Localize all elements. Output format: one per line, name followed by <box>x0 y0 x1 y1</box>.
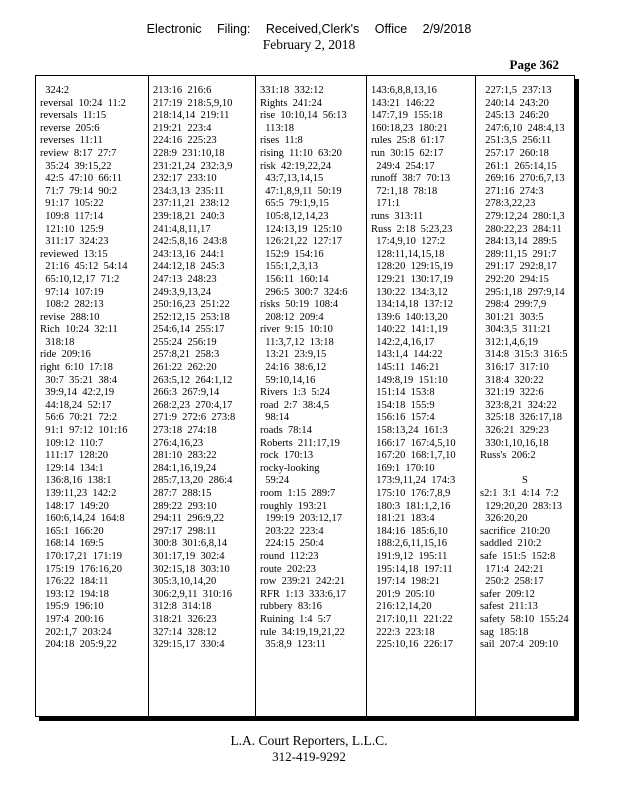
index-entry: 168:14 169:5 <box>40 538 104 550</box>
index-entry: 128:11,14,15,18 <box>371 248 445 260</box>
index-entry <box>480 463 574 476</box>
index-entry: 165:1 166:20 <box>40 525 104 537</box>
index-entry: 271:9 272:6 273:8 <box>153 412 236 424</box>
index-entry: 129:20,20 283:13 <box>480 500 562 512</box>
index-entry: 71:7 79:14 90:2 <box>40 185 118 197</box>
index-entry: 314:8 315:3 316:5 <box>480 349 568 361</box>
index-entry: 208:12 209:4 <box>260 311 324 323</box>
index-entry: 247:6,10 248:4,13 <box>480 122 565 134</box>
index-entry: 145:11 146:21 <box>371 362 440 374</box>
index-entry: 35:8,9 123:11 <box>260 639 326 651</box>
index-entry: route 202:23 <box>260 563 316 575</box>
index-entry: run 30:15 62:17 <box>371 147 444 159</box>
index-entry: 243:13,16 244:1 <box>153 248 225 260</box>
index-entry: revise 288:10 <box>40 311 100 323</box>
index-entry: 109:12 110:7 <box>40 437 104 449</box>
index-entry: 143:6,8,8,13,16 <box>371 85 437 96</box>
index-entry: 266:3 267:9,14 <box>153 387 220 399</box>
index-entry: 124:13,19 125:10 <box>260 223 342 235</box>
index-entry: 166:17 167:4,5,10 <box>371 437 456 449</box>
index-entry: 126:21,22 127:17 <box>260 236 342 248</box>
index-entry: 156:16 157:4 <box>371 412 435 424</box>
index-entry: 147:7,19 155:18 <box>371 110 443 122</box>
index-entry: 171:1 <box>371 198 401 210</box>
index-entry: 156:11 160:14 <box>260 273 329 285</box>
index-entry: 59:24 <box>260 475 290 487</box>
index-entry: 261:1 265:14,15 <box>480 160 557 172</box>
index-entry: rocky-looking <box>260 462 320 474</box>
index-entry: reviewed 13:15 <box>40 248 108 260</box>
index-entry: 30:7 35:21 38:4 <box>40 374 118 386</box>
page-number: Page 362 <box>509 57 559 72</box>
index-entry: 139:11,23 142:2 <box>40 488 117 499</box>
index-entry: 181:21 183:4 <box>371 513 435 525</box>
index-entry: 306:2,9,11 310:16 <box>153 588 232 600</box>
index-entry: 330:1,10,16,18 <box>480 437 549 449</box>
index-entry: 305:3,10,14,20 <box>153 576 217 588</box>
index-entry: 296:5 300:7 324:6 <box>260 286 348 298</box>
index-entry: 316:17 317:10 <box>480 362 549 374</box>
index-entry: 331:18 332:12 <box>260 85 324 96</box>
index-entry: 251:3,5 256:11 <box>480 135 552 147</box>
index-entry: 72:1,18 78:18 <box>371 185 438 197</box>
file-date: February 2, 2018 <box>262 37 356 52</box>
index-entry: 142:2,4,16,17 <box>371 336 435 348</box>
index-entry: 160:6,14,24 164:8 <box>40 513 125 525</box>
index-entry: 43:7,13,14,15 <box>260 173 324 185</box>
index-entry: 325:18 326:17,18 <box>480 412 562 424</box>
index-entry: 217:19 218:5,9,10 <box>153 97 233 109</box>
index-entry: 59:10,14,16 <box>260 374 316 386</box>
index-entry: 231:21,24 232:3,9 <box>153 160 233 172</box>
index-entry: 204:18 205:9,22 <box>40 639 117 651</box>
index-entry: 304:3,5 311:21 <box>480 324 552 336</box>
index-entry: 56:6 70:21 72:2 <box>40 412 118 424</box>
index-entry: Roberts 211:17,19 <box>260 437 340 449</box>
index-entry: RFR 1:13 333:6,17 <box>260 588 347 600</box>
index-entry: 278:3,22,23 <box>480 198 536 210</box>
index-entry: safety 58:10 155:24 <box>480 613 569 625</box>
index-entry: 170:17,21 171:19 <box>40 550 122 562</box>
index-column <box>367 76 476 716</box>
index-entry: 129:14 134:1 <box>40 462 104 474</box>
index-entry: Rights 241:24 <box>260 97 322 109</box>
index-entry: rise 10:10,14 56:13 <box>260 110 347 122</box>
index-entry: right 6:10 17:18 <box>40 362 113 374</box>
index-entry: 234:3,13 235:11 <box>153 185 225 197</box>
index-entry: 295:1,18 297:9,14 <box>480 286 565 298</box>
index-entry: 65:5 79:1,9,15 <box>260 198 329 210</box>
index-entry: 222:3 223:18 <box>371 626 435 638</box>
index-entry: Ruining 1:4 5:7 <box>260 613 332 625</box>
index-entry: 237:11,21 238:12 <box>153 198 230 210</box>
index-entry: 154:18 155:9 <box>371 399 435 411</box>
index-entry: 130:22 134:3,12 <box>371 286 448 298</box>
index-entry: 257:8,21 258:3 <box>153 349 220 361</box>
index-entry: 148:17 149:20 <box>40 500 109 512</box>
index-entry: 197:14 198:21 <box>371 576 440 588</box>
index-entry: 191:9,12 195:11 <box>371 550 448 562</box>
index-entry: 113:18 <box>260 122 295 134</box>
index-entry: 284:1,16,19,24 <box>153 462 217 474</box>
index-entry: 203:22 223:4 <box>260 525 324 537</box>
index-entry: 171:4 242:21 <box>480 563 544 575</box>
index-entry: 173:9,11,24 174:3 <box>371 475 456 487</box>
index-entry: safe 151:5 152:8 <box>480 550 556 562</box>
index-entry: 136:8,16 138:1 <box>40 475 112 487</box>
index-entry: 297:17 298:11 <box>153 525 217 537</box>
index-entry: 188:2,6,11,15,16 <box>371 538 448 550</box>
index-entry: 312:8 314:18 <box>153 601 212 613</box>
index-entry: reverse 205:6 <box>40 122 100 134</box>
index-entry: 240:14 243:20 <box>480 97 549 109</box>
electronic-filing-stamp <box>0 22 618 36</box>
index-entry: 39:9,14 42:2,19 <box>40 387 115 399</box>
index-entry: 91:17 105:22 <box>40 198 104 210</box>
index-entry: room 1:15 289:7 <box>260 488 336 499</box>
index-entry: 169:1 170:10 <box>371 462 435 474</box>
index-entry: 294:11 296:9,22 <box>153 513 225 525</box>
index-entry: rising 11:10 63:20 <box>260 147 342 159</box>
index-entry: 219:21 223:4 <box>153 122 212 134</box>
index-entry: 24:16 38:6,12 <box>260 362 327 374</box>
index-entry: 239:18,21 240:3 <box>153 210 225 222</box>
index-entry: 91:1 97:12 101:16 <box>40 425 128 437</box>
stamp-part: Electronic <box>146 22 202 36</box>
index-entry: reversal 10:24 11:2 <box>40 97 126 109</box>
index-entry: 242:5,8,16 243:8 <box>153 236 228 248</box>
index-entry: 254:6,14 255:17 <box>153 324 225 336</box>
index-entry: 284:13,14 289:5 <box>480 236 557 248</box>
index-entry: 180:3 181:1,2,16 <box>371 500 451 512</box>
index-entry: risks 50:19 108:4 <box>260 299 339 311</box>
index-entry: 213:16 216:6 <box>153 85 212 96</box>
index-entry: ride 209:16 <box>40 349 91 361</box>
index-entry: 268:2,23 270:4,17 <box>153 399 233 411</box>
index-entry: runoff 38:7 70:13 <box>371 173 451 185</box>
index-entry: 244:12,18 245:3 <box>153 261 225 273</box>
index-entry: 247:13 248:23 <box>153 273 217 285</box>
index-entry: rock 170:13 <box>260 450 314 462</box>
index-entry: rules 25:8 61:17 <box>371 135 445 147</box>
stamp-part: Received,Clerk's <box>265 22 360 36</box>
index-entry: 193:12 194:18 <box>40 588 109 600</box>
index-entry: 129:21 130:17,19 <box>371 273 453 285</box>
index-entry: 326:20,20 <box>480 513 528 525</box>
index-entry: 47:1,8,9,11 50:19 <box>260 185 342 197</box>
index-entry: 143:21 146:22 <box>371 97 435 109</box>
index-entry: 175:19 176:16,20 <box>40 563 122 575</box>
index-entry: 324:2 <box>40 85 70 96</box>
index-entry: 292:20 294:15 <box>480 273 549 285</box>
index-entry: rubbery 83:16 <box>260 601 322 613</box>
stamp-part: Office <box>374 22 408 36</box>
index-entry: 249:4 254:17 <box>371 160 435 172</box>
index-entry: sag 185:18 <box>480 626 529 638</box>
index-entry: 121:10 125:9 <box>40 223 104 235</box>
index-entry: Russ's 206:2 <box>480 450 536 462</box>
index-entry: 44:18,24 52:17 <box>40 399 112 411</box>
index-entry: row 239:21 242:21 <box>260 576 346 588</box>
index-entry: safer 209:12 <box>480 588 535 600</box>
index-entry: reversals 11:15 <box>40 110 107 122</box>
index-entry: 65:10,12,17 71:2 <box>40 273 120 285</box>
index-entry: 326:21 329:23 <box>480 425 549 437</box>
court-reporter-name: L.A. Court Reporters, L.L.C. <box>230 733 388 748</box>
index-entry: 167:20 168:1,7,10 <box>371 450 456 462</box>
index-entry: 195:9 196:10 <box>40 601 104 613</box>
index-entry: 151:14 153:8 <box>371 387 435 399</box>
index-entry: s2:1 3:1 4:14 7:2 <box>480 488 559 499</box>
index-entry: 97:14 107:19 <box>40 286 104 298</box>
index-entry: 289:11,15 291:7 <box>480 248 557 260</box>
index-entry: 311:17 324:23 <box>40 236 109 248</box>
index-entry: 149:8,19 151:10 <box>371 374 448 386</box>
index-entry: Rivers 1:3 5:24 <box>260 387 330 399</box>
index-entry: 276:4,16,23 <box>153 437 204 449</box>
index-entry: 98:14 <box>260 412 290 424</box>
index-column <box>36 76 149 716</box>
index-entry: 199:19 203:12,17 <box>260 513 342 525</box>
index-entry: 273:18 274:18 <box>153 425 217 437</box>
index-entry: 109:8 117:14 <box>40 210 104 222</box>
word-index-table <box>35 75 575 717</box>
index-entry: 312:1,4,6,19 <box>480 336 539 348</box>
index-entry: 279:12,24 280:1,3 <box>480 210 565 222</box>
index-entry: rises 11:8 <box>260 135 303 147</box>
index-entry: 281:10 283:22 <box>153 450 217 462</box>
index-entry: 13:21 23:9,15 <box>260 349 327 361</box>
index-entry: S <box>480 475 528 487</box>
index-entry: 245:13 246:20 <box>480 110 549 122</box>
index-entry: 111:17 128:20 <box>40 450 109 462</box>
index-entry: 143:1,4 144:22 <box>371 349 443 361</box>
index-entry: 108:2 282:13 <box>40 299 104 311</box>
index-entry: 195:14,18 197:11 <box>371 563 453 575</box>
index-entry: Rich 10:24 32:11 <box>40 324 118 336</box>
index-entry: 202:1,7 203:24 <box>40 626 112 638</box>
index-entry: 160:18,23 180:21 <box>371 122 448 134</box>
index-entry: 301:21 303:5 <box>480 311 544 323</box>
index-entry: 269:16 270:6,7,13 <box>480 173 565 185</box>
index-entry: 105:8,12,14,23 <box>260 210 329 222</box>
index-entry: 241:4,8,11,17 <box>153 223 211 235</box>
index-entry: roads 78:14 <box>260 425 312 437</box>
index-entry: 321:19 322:6 <box>480 387 544 399</box>
index-entry: river 9:15 10:10 <box>260 324 333 336</box>
index-entry: 329:15,17 330:4 <box>153 639 225 651</box>
index-entry: 11:3,7,12 13:18 <box>260 336 334 348</box>
index-entry: 250:2 258:17 <box>480 576 544 588</box>
index-entry: 318:4 320:22 <box>480 374 544 386</box>
index-entry: 323:8,21 324:22 <box>480 399 557 411</box>
index-entry: 197:4 200:16 <box>40 613 104 625</box>
index-entry: saddled 210:2 <box>480 538 542 550</box>
index-entry: 228:9 231:10,18 <box>153 147 225 159</box>
index-entry: 152:9 154:16 <box>260 248 324 260</box>
index-entry: 289:22 293:10 <box>153 500 217 512</box>
index-entry: 217:10,11 221:22 <box>371 613 453 625</box>
index-entry: roughly 193:21 <box>260 500 328 512</box>
index-entry: risk 42:19,22,24 <box>260 160 332 172</box>
index-entry: 257:17 260:18 <box>480 147 549 159</box>
index-entry: 201:9 205:10 <box>371 588 435 600</box>
index-entry: 301:17,19 302:4 <box>153 550 225 562</box>
index-entry: 280:22,23 284:11 <box>480 223 562 235</box>
index-entry: 271:16 274:3 <box>480 185 544 197</box>
index-entry: 327:14 328:12 <box>153 626 217 638</box>
index-entry: 184:16 185:6,10 <box>371 525 448 537</box>
index-entry: 298:4 299:7,9 <box>480 299 547 311</box>
index-entry: Russ 2:18 5:23,23 <box>371 223 453 235</box>
index-entry: 252:12,15 253:18 <box>153 311 230 323</box>
index-entry: 17:4,9,10 127:2 <box>371 236 446 248</box>
index-entry: 218:14,14 219:11 <box>153 110 230 122</box>
index-entry: runs 313:11 <box>371 210 424 222</box>
index-column <box>149 76 256 716</box>
index-entry: 291:17 292:8,17 <box>480 261 557 273</box>
index-entry: 250:16,23 251:22 <box>153 299 230 311</box>
index-entry: safest 211:13 <box>480 601 538 613</box>
index-entry: sail 207:4 209:10 <box>480 639 559 651</box>
index-entry: 175:10 176:7,8,9 <box>371 488 451 499</box>
index-entry: 318:21 326:23 <box>153 613 217 625</box>
index-entry: 216:12,14,20 <box>371 601 432 613</box>
index-entry: 285:7,13,20 286:4 <box>153 475 233 487</box>
index-entry: 155:1,2,3,13 <box>260 261 319 273</box>
index-entry: 134:14,18 137:12 <box>371 299 453 311</box>
index-entry: 128:20 129:15,19 <box>371 261 453 273</box>
index-entry: 261:22 262:20 <box>153 362 217 374</box>
index-entry: road 2:7 38:4,5 <box>260 399 330 411</box>
court-reporter-phone: 312-419-9292 <box>272 749 346 764</box>
index-entry: 300:8 301:6,8,14 <box>153 538 228 550</box>
index-entry: sacrifice 210:20 <box>480 525 550 537</box>
index-entry: 35:24 39:15,22 <box>40 160 112 172</box>
index-entry: 42:5 47:10 66:11 <box>40 173 122 185</box>
index-entry: 232:17 233:10 <box>153 173 217 185</box>
index-entry: 255:24 256:19 <box>153 336 217 348</box>
index-entry: 158:13,24 161:3 <box>371 425 448 437</box>
index-entry: 140:22 141:1,19 <box>371 324 448 336</box>
index-entry: 227:1,5 237:13 <box>480 85 552 96</box>
index-entry: 176:22 184:11 <box>40 576 109 588</box>
index-entry: 225:10,16 226:17 <box>371 639 453 651</box>
index-entry: 139:6 140:13,20 <box>371 311 448 323</box>
index-entry: 302:15,18 303:10 <box>153 563 230 575</box>
index-entry: 224:16 225:23 <box>153 135 217 147</box>
index-entry: round 112:23 <box>260 550 319 562</box>
index-entry: 318:18 <box>40 336 75 348</box>
index-column <box>256 76 367 716</box>
index-column <box>476 76 574 716</box>
index-entry: 224:15 250:4 <box>260 538 324 550</box>
index-entry: 287:7 288:15 <box>153 488 212 499</box>
stamp-part: 2/9/2018 <box>422 22 472 36</box>
index-entry: 249:3,9,13,24 <box>153 286 212 298</box>
index-entry: rule 34:19,19,21,22 <box>260 626 345 638</box>
index-entry: reverses 11:11 <box>40 135 103 147</box>
stamp-part: Filing: <box>217 22 251 36</box>
index-entry: 21:16 45:12 54:14 <box>40 261 128 273</box>
index-entry: 263:5,12 264:1,12 <box>153 374 233 386</box>
index-entry: review 8:17 27:7 <box>40 147 117 159</box>
